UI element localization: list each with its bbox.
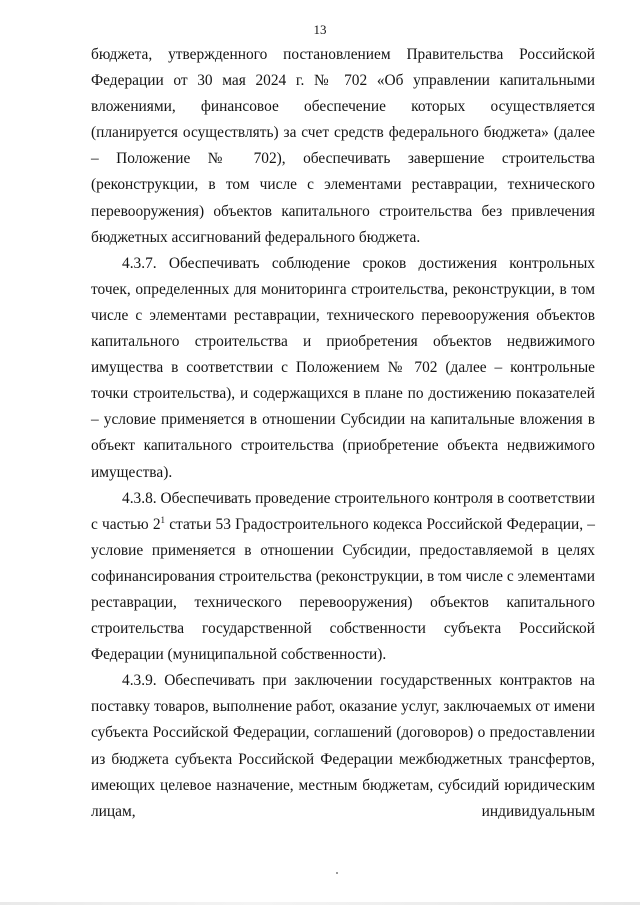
scan-speck <box>336 872 338 874</box>
paragraph-4-3-8-rest: статьи 53 Градостроительного кодекса Российской Федерации, – условие применяется в отношении Субсидии, предоставляемой в целях софинансирования строительства (реконструкции, в том числе с элементами реставрации, технического перевооружения) объектов капитального строительства государственной собственности субъекта Российской Федерации (муниципальной собственности). <box>91 515 595 664</box>
superscript-part-number: 1 <box>160 514 166 525</box>
paragraph-budget-completion: бюджета, утвержденного постановлением Правительства Российской Федерации от 30 мая 2024 г. № 702 «Об управлении капитальными вложениями, финансовое обеспечение которых осуществляется (планируется осуществлять) за счет средств федерального бюджета» (далее – Положение № 702), обеспечивать завершение строительства (реконструкции, в том числе с элементами реставрации, технического перевооружения) объектов капитального строительства без привлечения бюджетных ассигнований федерального бюджета. <box>91 46 595 246</box>
page-number: 13 <box>313 22 327 37</box>
paragraph-4-3-7: 4.3.7. Обеспечивать соблюдение сроков достижения контрольных точек, определенных для мониторинга строительства, реконструкции, в том числе с элементами реставрации, технического перевооружения объектов капитального строительства и приобретения объектов недвижимого имущества в соответствии с Положением № 702 (далее – контрольные точки строительства), и содержащихся в плане по достижению показателей – условие применяется в отношении Субсидии на капитальные вложения в объект капитального строительства (приобретение объекта недвижимого имущества). <box>91 254 595 481</box>
document-body <box>91 42 595 825</box>
paragraph-4-3-8 <box>91 486 595 669</box>
paragraph-4-3-8-start: 4.3.8. Обеспечивать проведение строительного контроля в соответствии с частью 2 <box>91 489 595 533</box>
paragraph-4-3-9: 4.3.9. Обеспечивать при заключении государственных контрактов на поставку товаров, выполнение работ, оказание услуг, заключаемых от имени субъекта Российской Федерации, соглашений (договоров) о предоставлении из бюджета субъекта Российской Федерации межбюджетных трансфертов, имеющих целевое назначение, местным бюджетам, субсидий юридическим лицам, индивидуальным <box>91 672 595 820</box>
